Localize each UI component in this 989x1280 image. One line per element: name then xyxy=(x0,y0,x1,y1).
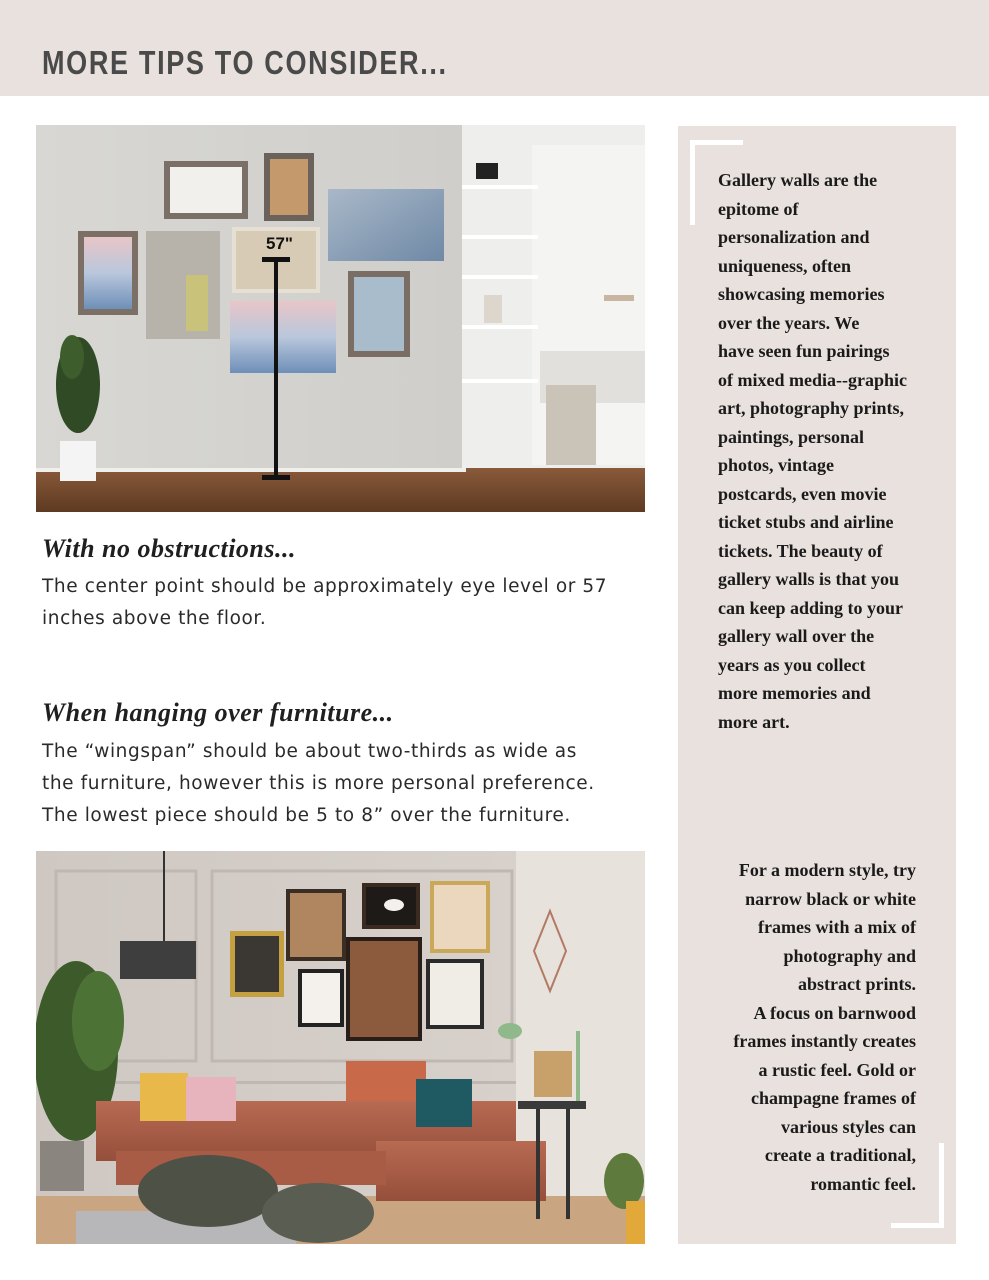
sidebar-line: showcasing memories xyxy=(718,284,885,304)
sidebar-line: more memories and xyxy=(718,683,871,703)
sidebar-line: frames with a mix of xyxy=(758,917,916,937)
section-body-no-obstructions xyxy=(42,571,632,635)
sidebar-line: uniqueness, often xyxy=(718,255,852,276)
header-band xyxy=(0,0,989,96)
sidebar-line: have seen fun pairings xyxy=(718,341,890,361)
body-line: the furniture, however this is more personal preference. xyxy=(42,773,595,794)
sidebar-line: paintings, personal xyxy=(718,426,865,447)
sidebar-panel xyxy=(678,126,956,1244)
sidebar-line: gallery walls is that you xyxy=(718,569,900,589)
sidebar-line: years as you collect xyxy=(718,654,866,675)
section-body-over-furniture xyxy=(42,736,632,832)
sidebar-line: ticket stubs and airline xyxy=(718,512,894,532)
sidebar-line: frames instantly creates xyxy=(733,1031,916,1051)
body-line: The lowest piece should be 5 to 8” over the furniture. xyxy=(42,805,571,826)
sidebar-line: a rustic feel. Gold or xyxy=(758,1059,916,1080)
sidebar-text-gallery-walls xyxy=(718,166,940,736)
sidebar-line: personalization and xyxy=(718,227,870,247)
measure-label: 57" xyxy=(266,234,293,253)
sidebar-line: epitome of xyxy=(718,198,799,219)
sidebar-line: photography and xyxy=(783,945,916,966)
body-line: The center point should be approximately eye level or 57 xyxy=(42,576,608,597)
sidebar-line: can keep adding to your xyxy=(718,597,904,618)
sidebar-line: For a modern style, try xyxy=(738,860,916,880)
sidebar-line: more art. xyxy=(718,711,790,732)
gallery-wall-photo xyxy=(36,125,645,512)
sidebar-line: Gallery walls are the xyxy=(718,170,878,190)
section-heading-no-obstructions: With no obstructions... xyxy=(42,534,297,563)
sidebar-line: over the years. We xyxy=(718,312,860,333)
living-room-photo xyxy=(36,851,645,1244)
sidebar-line: gallery wall over the xyxy=(718,626,875,646)
sidebar-line: romantic feel. xyxy=(810,1173,916,1194)
body-line: The “wingspan” should be about two-thirds as wide as xyxy=(42,741,577,762)
sidebar-line: various styles can xyxy=(781,1116,916,1137)
sidebar-line: tickets. The beauty of xyxy=(718,540,883,561)
sidebar-line: create a traditional, xyxy=(764,1145,916,1165)
sidebar-line: A focus on barnwood xyxy=(753,1002,916,1023)
page-title: MORE TIPS TO CONSIDER... xyxy=(42,44,448,81)
sidebar-line: art, photography prints, xyxy=(718,398,905,418)
sidebar-line: abstract prints. xyxy=(798,974,916,994)
body-line: inches above the floor. xyxy=(42,608,267,629)
sidebar-line: photos, vintage xyxy=(718,455,835,475)
sidebar-line: champagne frames of xyxy=(751,1088,916,1108)
sidebar-line: narrow black or white xyxy=(745,888,916,909)
sidebar-line: postcards, even movie xyxy=(718,483,887,504)
sidebar-line: of mixed media--graphic xyxy=(718,369,907,390)
sidebar-text-styles xyxy=(696,856,916,1198)
section-heading-over-furniture: When hanging over furniture... xyxy=(42,698,394,727)
